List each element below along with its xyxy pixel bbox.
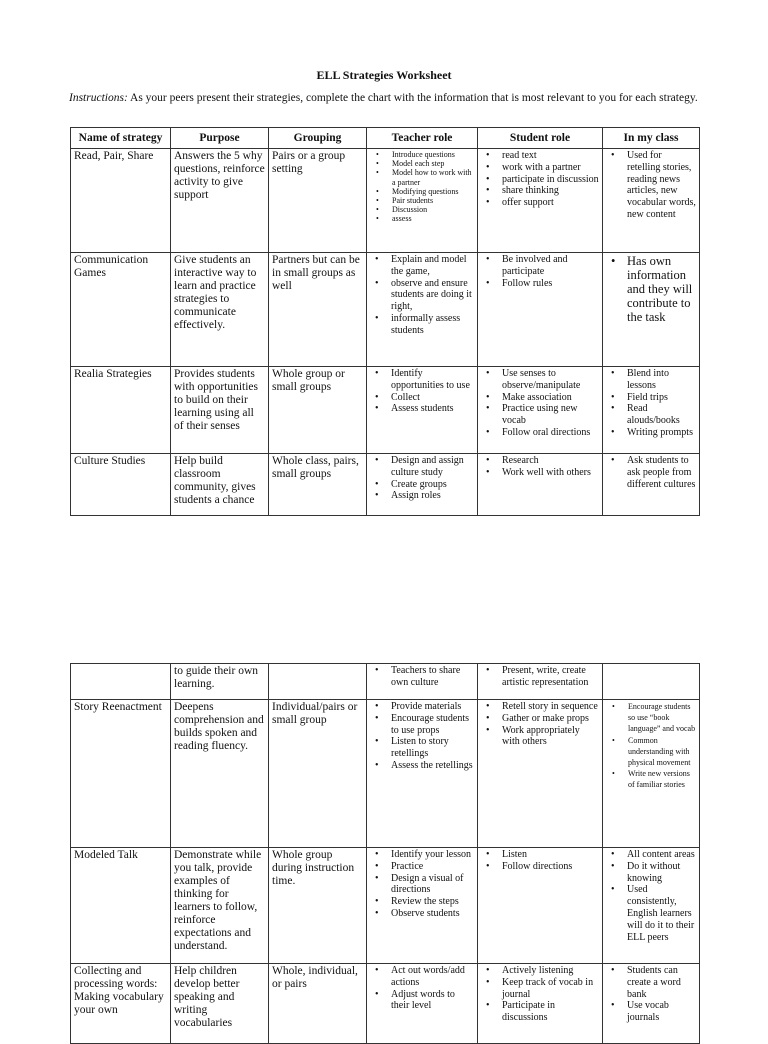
strategies-table-page-1 [70,127,700,516]
list-item: • Students can create a word bank [606,965,696,1000]
list-item: • assess [370,214,474,223]
purpose-cell: Give students an interactive way to learn and practice strategies to communicate effectively. [171,253,269,367]
list-item: • Design a visual of directions [370,873,474,897]
teacher-role-cell [367,964,478,1044]
list-item: • informally assess students [370,313,474,337]
list-item: • Assign roles [370,490,474,502]
list-item: • Assess students [370,403,474,415]
in-my-class-cell [603,700,700,848]
list-item: • Used for retelling stories, reading news articles, new vocabular words, new content [606,150,696,221]
list-item: • Collect [370,392,474,404]
list-item: • Design and assign culture study [370,455,474,479]
student-role-cell [478,848,603,964]
list-item: • Create groups [370,479,474,491]
purpose-cell: Provides students with opportunities to build on their learning using all of their senses [171,367,269,454]
strategies-table-page-2 [70,663,700,1044]
student-role-cell [478,664,603,700]
header-teacher-role: Teacher role [367,128,478,149]
grouping-cell: Partners but can be in small groups as well [269,253,367,367]
list-item: • Writing prompts [606,427,696,439]
list-item: • Model each step [370,159,474,168]
teacher-role-cell [367,700,478,848]
list-item: • Make association [481,392,599,404]
student-role-cell [478,253,603,367]
list-item: • Introduce questions [370,150,474,159]
list-item: • Gather or make props [481,713,599,725]
grouping-cell: Whole class, pairs, small groups [269,454,367,516]
purpose-cell: Demonstrate while you talk, provide examples of thinking for learners to follow, reinforce expectations and understand. [171,848,269,964]
teacher-role-cell [367,454,478,516]
list-item: • Common understanding with physical movement [606,735,696,769]
list-item: • offer support [481,197,599,209]
purpose-cell: Deepens comprehension and builds spoken and reading fluency. [171,700,269,848]
list-item: • Write new versions of familiar stories [606,768,696,790]
list-item: • Keep track of vocab in journal [481,977,599,1001]
instructions-label: Instructions: [69,92,128,104]
in-my-class-cell [603,367,700,454]
purpose-cell: Answers the 5 why questions, reinforce activity to give support [171,149,269,253]
teacher-role-cell [367,149,478,253]
strategy-name: Read, Pair, Share [71,149,171,253]
header-student-role: Student role [478,128,603,149]
strategy-name: Culture Studies [71,454,171,516]
list-item: • Use vocab journals [606,1000,696,1024]
list-item: • Follow oral directions [481,427,599,439]
student-role-cell [478,700,603,848]
header-purpose: Purpose [171,128,269,149]
list-item: • Practice [370,861,474,873]
list-item: • Do it without knowing [606,861,696,885]
in-my-class-cell [603,454,700,516]
list-item: • All content areas [606,849,696,861]
list-item: • Field trips [606,392,696,404]
grouping-cell: Individual/pairs or small group [269,700,367,848]
list-item: • Listen to story retellings [370,736,474,760]
teacher-role-cell [367,664,478,700]
list-item: • Model how to work with a partner [370,168,474,186]
list-item: • Ask students to ask people from different cultures [606,455,696,490]
student-role-cell [478,454,603,516]
list-item: • Be involved and participate [481,254,599,278]
in-my-class-cell [603,664,700,700]
table-row [71,700,700,848]
list-item: • Follow directions [481,861,599,873]
list-item: • Identify your lesson [370,849,474,861]
list-item: • read text [481,150,599,162]
purpose-cell: Help build classroom community, gives students a chance [171,454,269,516]
strategy-name: Communication Games [71,253,171,367]
strategy-name [71,664,171,700]
list-item: • Observe students [370,908,474,920]
list-item: • Teachers to share own culture [370,665,474,689]
list-item: • Present, write, create artistic representation [481,665,599,689]
table-row [71,367,700,454]
grouping-cell [269,664,367,700]
table-row [71,964,700,1044]
list-item: • work with a partner [481,162,599,174]
list-item: • Assess the retellings [370,760,474,772]
grouping-cell: Whole group during instruction time. [269,848,367,964]
instructions [69,92,699,105]
table-row [71,664,700,700]
list-item: • Participate in discussions [481,1000,599,1024]
list-item: • share thinking [481,185,599,197]
student-role-cell [478,149,603,253]
list-item: • Follow rules [481,278,599,290]
list-item: • Has own information and they will contribute to the task [606,254,696,324]
list-item: • Actively listening [481,965,599,977]
purpose-cell: to guide their own learning. [171,664,269,700]
page-title: ELL Strategies Worksheet [316,68,452,82]
list-item: • Read alouds/books [606,403,696,427]
strategy-name: Realia Strategies [71,367,171,454]
list-item: • observe and ensure students are doing it right, [370,278,474,313]
list-item: • Explain and model the game, [370,254,474,278]
header-name: Name of strategy [71,128,171,149]
in-my-class-cell [603,149,700,253]
header-grouping: Grouping [269,128,367,149]
in-my-class-cell [603,253,700,367]
list-item: • Used consistently, English learners will do it to their ELL peers [606,884,696,943]
grouping-cell: Whole group or small groups [269,367,367,454]
list-item: • Review the steps [370,896,474,908]
list-item: • Practice using new vocab [481,403,599,427]
list-item: • Research [481,455,599,467]
list-item: • Work well with others [481,467,599,479]
list-item: • Discussion [370,205,474,214]
list-item: • Modifying questions [370,187,474,196]
strategy-name: Collecting and processing words: Making vocabulary your own [71,964,171,1044]
list-item: • Use senses to observe/manipulate [481,368,599,392]
list-item: • Pair students [370,196,474,205]
header-row [71,128,700,149]
list-item: • Adjust words to their level [370,989,474,1013]
table-row [71,454,700,516]
strategy-name: Modeled Talk [71,848,171,964]
grouping-cell: Pairs or a group setting [269,149,367,253]
teacher-role-cell [367,848,478,964]
instructions-text: As your peers present their strategies, complete the chart with the information that is most relevant to you for each strategy. [127,92,698,104]
table-row [71,848,700,964]
purpose-cell: Help children develop better speaking and writing vocabularies [171,964,269,1044]
list-item: • Provide materials [370,701,474,713]
header-in-my-class: In my class [603,128,700,149]
list-item: • Blend into lessons [606,368,696,392]
student-role-cell [478,964,603,1044]
list-item: • Encourage students so use “book language” and vocab [606,701,696,735]
list-item: • Retell story in sequence [481,701,599,713]
list-item: • participate in discussion [481,174,599,186]
student-role-cell [478,367,603,454]
in-my-class-cell [603,848,700,964]
grouping-cell: Whole, individual, or pairs [269,964,367,1044]
list-item: • Work appropriately with others [481,725,599,749]
strategy-name: Story Reenactment [71,700,171,848]
table-row [71,253,700,367]
teacher-role-cell [367,253,478,367]
list-item: • Encourage students to use props [370,713,474,737]
teacher-role-cell [367,367,478,454]
in-my-class-cell [603,964,700,1044]
table-row [71,149,700,253]
list-item: • Act out words/add actions [370,965,474,989]
list-item: • Identify opportunities to use [370,368,474,392]
list-item: • Listen [481,849,599,861]
